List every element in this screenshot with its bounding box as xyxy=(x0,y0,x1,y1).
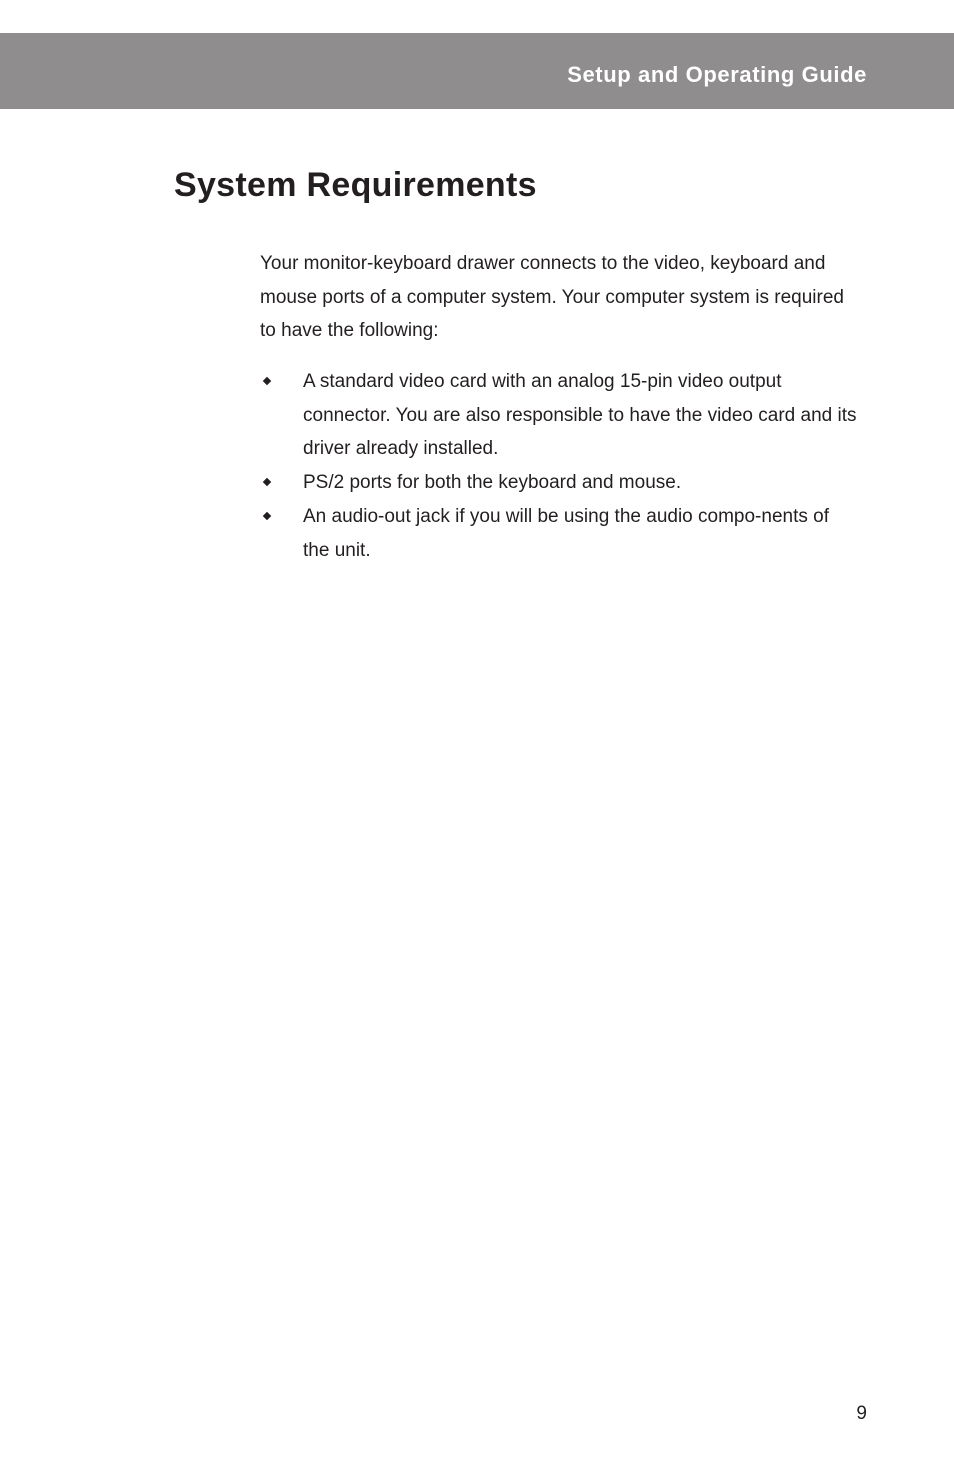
diamond-bullet-icon xyxy=(263,512,271,520)
intro-paragraph: Your monitor-keyboard drawer connects to the video, keyboard and mouse ports of a computer system. Your computer system is required to have the following: xyxy=(260,253,844,342)
requirements-list xyxy=(260,365,860,567)
page-title: System Requirements xyxy=(174,166,537,204)
page-number: 9 xyxy=(856,1403,867,1424)
list-item xyxy=(260,500,860,567)
diamond-bullet-icon xyxy=(263,377,271,385)
list-item-text: PS/2 ports for both the keyboard and mouse. xyxy=(303,472,682,494)
list-item-text: A standard video card with an analog 15-pin video output connector. You are also responsible to have the video card and its driver already installed. xyxy=(303,371,857,460)
list-item xyxy=(260,466,860,500)
list-item xyxy=(260,365,860,466)
running-header-title: Setup and Operating Guide xyxy=(567,62,867,87)
header-band xyxy=(0,33,954,109)
diamond-bullet-icon xyxy=(263,478,271,486)
list-item-text: An audio-out jack if you will be using the audio compo-nents of the unit. xyxy=(303,505,829,561)
